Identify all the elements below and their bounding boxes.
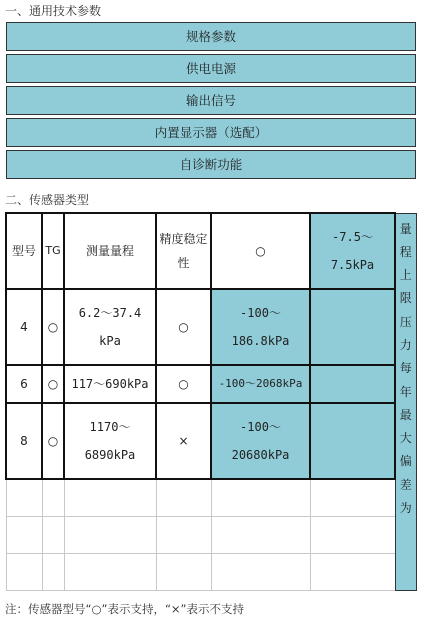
cell-tg: ○: [42, 365, 64, 403]
cell-col6: [310, 365, 395, 403]
table-row-empty: [6, 553, 416, 590]
table-row: [6, 365, 416, 403]
general-params-list: [6, 22, 416, 182]
header-col6: [310, 213, 395, 289]
table-row: [6, 289, 416, 365]
sensor-type-table: [5, 212, 417, 591]
cell-col5: -100～ 20680kPa: [211, 403, 310, 479]
header-accuracy: 精度稳定性: [156, 213, 211, 289]
table-row: [6, 403, 416, 479]
header-col6-line2: 7.5kPa: [330, 258, 375, 272]
param-bar-selfdiag: 自诊断功能: [6, 150, 416, 179]
cell-col6: [310, 289, 395, 365]
cell-tg: ○: [42, 403, 64, 479]
section2-heading: 二、传感器类型: [5, 193, 90, 207]
header-range: 测量量程: [64, 213, 156, 289]
cell-range: 6.2～37.4 kPa: [64, 289, 156, 365]
cell-model: 4: [6, 289, 42, 365]
cell-col5: -100～ 186.8kPa: [211, 289, 310, 365]
param-bar-output: 输出信号: [6, 86, 416, 115]
header-col5: ○: [211, 213, 310, 289]
cell-accuracy: ×: [156, 403, 211, 479]
table-header-row: [6, 213, 416, 289]
param-bar-spec: 规格参数: [6, 22, 416, 51]
header-col6-line1: -7.5～: [332, 230, 373, 244]
footnote: 注：传感器型号“○”表示支持，“×”表示不支持: [5, 602, 244, 616]
cell-range: 117～690kPa: [64, 365, 156, 403]
table-row-empty: [6, 479, 416, 516]
cell-model: 6: [6, 365, 42, 403]
param-bar-power: 供电电源: [6, 54, 416, 83]
cell-col6: [310, 403, 395, 479]
header-model: 型号: [6, 213, 42, 289]
cell-range: 1170～ 6890kPa: [64, 403, 156, 479]
param-bar-display: 内置显示器（选配）: [6, 118, 416, 147]
cell-col5: -100～2068kPa: [211, 365, 310, 403]
cell-accuracy: ○: [156, 289, 211, 365]
section1-heading: 一、通用技术参数: [5, 4, 102, 18]
cell-tg: ○: [42, 289, 64, 365]
header-tg: TG: [42, 213, 64, 289]
cell-model: 8: [6, 403, 42, 479]
cell-accuracy: ○: [156, 365, 211, 403]
table-row-empty: [6, 516, 416, 553]
side-label-vertical: 量 程 上 限 压 力 每 年 最 大 偏 差 为: [395, 213, 416, 590]
